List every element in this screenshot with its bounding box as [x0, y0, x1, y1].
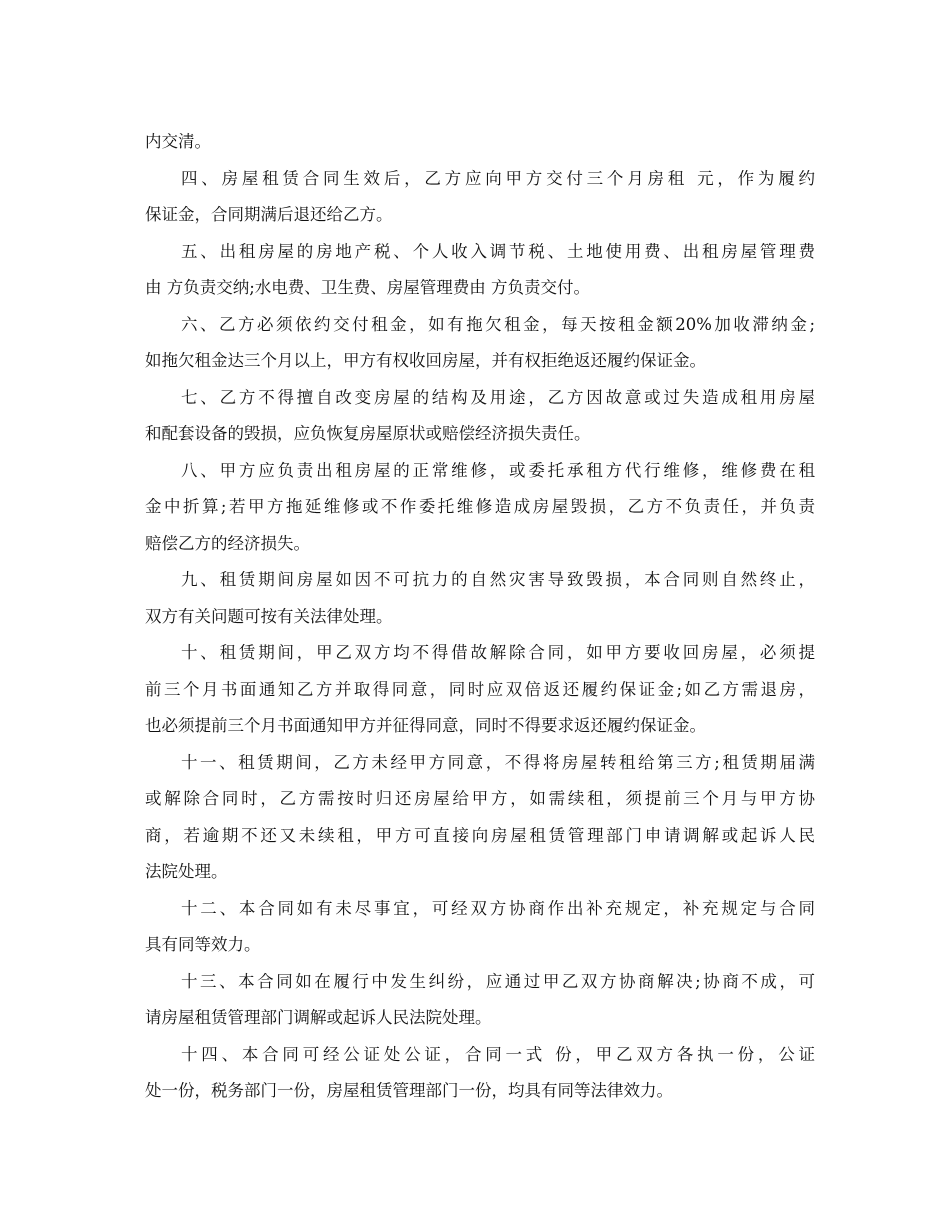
- clause-5-line-2: 由 方负责交纳;水电费、卫生费、房屋管理费由 方负责交付。: [145, 278, 591, 297]
- clause-12-line-1: 十二、本合同如有未尽事宜，可经双方协商作出补充规定，补充规定与合同: [181, 898, 815, 918]
- clause-6-line-1: 六、乙方必须依约交付租金，如有拖欠租金，每天按租金额20%加收滞纳金;: [181, 314, 815, 334]
- clause-8-line-1: 八、甲方应负责出租房屋的正常维修，或委托承租方代行维修，维修费在租: [181, 460, 815, 480]
- clause-8-line-3: 赔偿乙方的经济损失。: [145, 533, 310, 553]
- clause-6-line-2: 如拖欠租金达三个月以上，甲方有权收回房屋，并有权拒绝返还履约保证金。: [145, 351, 706, 370]
- clause-8-line-2: 金中折算;若甲方拖延维修或不作委托维修造成房屋毁损，乙方不负责任，并负责: [145, 497, 815, 516]
- clause-10-line-1: 十、租赁期间，甲乙双方均不得借故解除合同，如甲方要收回房屋，必须提: [181, 643, 815, 662]
- clause-4-line-2: 保证金，合同期满后退还给乙方。: [145, 205, 393, 224]
- clause-4-line-1: 四、房屋租赁合同生效后，乙方应向甲方交付三个月房租 元，作为履约: [181, 168, 815, 188]
- clause-14-line-2: 处一份，税务部门一份，房屋租赁管理部门一份，均具有同等法律效力。: [145, 1081, 673, 1100]
- paragraph-line: 内交清。: [145, 132, 211, 151]
- clause-9-line-1: 九、租赁期间房屋如因不可抗力的自然灾害导致毁损，本合同则自然终止，: [181, 570, 815, 589]
- clause-10-line-2: 前三个月书面通知乙方并取得同意，同时应双倍返还履约保证金;如乙方需退房，: [145, 679, 815, 699]
- clause-13-line-2: 请房屋租赁管理部门调解或起诉人民法院处理。: [145, 1008, 492, 1027]
- clause-14-line-1: 十四、本合同可经公证处公证，合同一式 份，甲乙双方各执一份，公证: [181, 1044, 815, 1064]
- clause-11-line-3: 商，若逾期不还又未续租，甲方可直接向房屋租赁管理部门申请调解或起诉人民: [145, 825, 815, 845]
- clause-11-line-4: 法院处理。: [145, 862, 228, 881]
- clause-5-line-1: 五、出租房屋的房地产税、个人收入调节税、土地使用费、出租房屋管理费: [181, 241, 815, 261]
- clause-7-line-1: 七、乙方不得擅自改变房屋的结构及用途，乙方因故意或过失造成租用房屋: [181, 387, 815, 407]
- clause-9-line-2: 双方有关问题可按有关法律处理。: [145, 606, 393, 626]
- clause-12-line-2: 具有同等效力。: [145, 935, 261, 954]
- clause-10-line-3: 也必须提前三个月书面通知甲方并征得同意，同时不得要求返还履约保证金。: [145, 716, 706, 735]
- clause-11-line-1: 十一、租赁期间，乙方未经甲方同意，不得将房屋转租给第三方;租赁期届满: [181, 752, 815, 772]
- clause-7-line-2: 和配套设备的毁损，应负恢复房屋原状或赔偿经济损失责任。: [145, 424, 591, 443]
- clause-11-line-2: 或解除合同时，乙方需按时归还房屋给甲方，如需续租，须提前三个月与甲方协: [145, 789, 815, 808]
- contract-page: [145, 128, 815, 1114]
- clause-13-line-1: 十三、本合同如在履行中发生纠纷，应通过甲乙双方协商解决;协商不成，可: [181, 971, 815, 991]
